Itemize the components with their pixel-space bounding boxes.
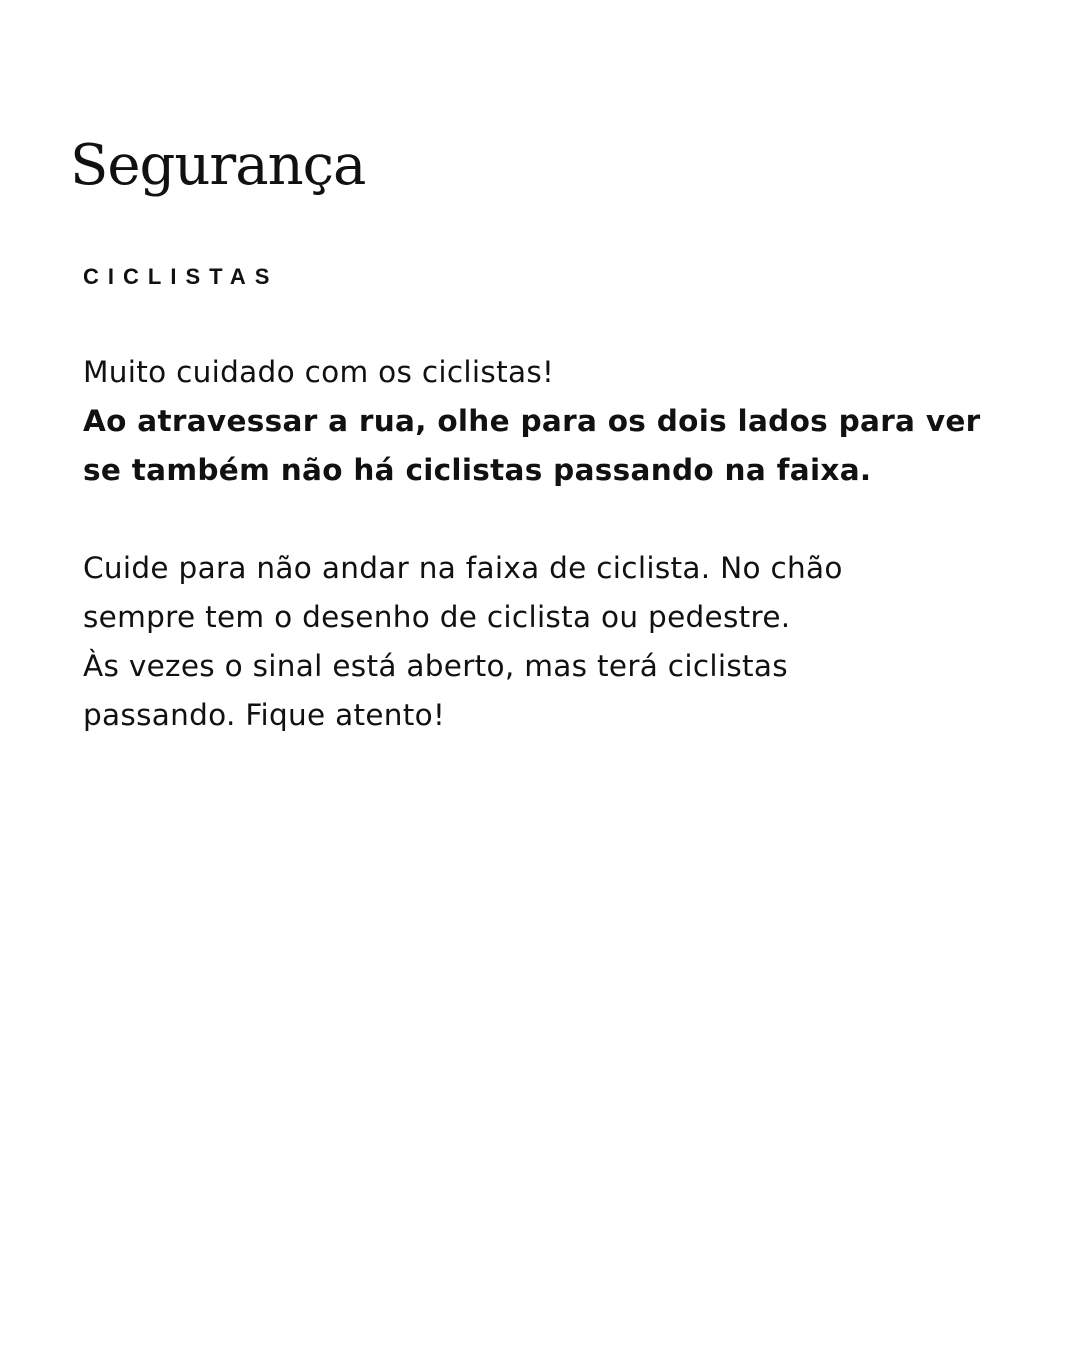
advice-line-3: Às vezes o sinal está aberto, mas terá ciclistas xyxy=(83,649,788,683)
advice-line-2: sempre tem o desenho de ciclista ou pedestre. xyxy=(83,600,791,634)
section-label: CICLISTAS xyxy=(83,264,279,289)
paragraph-gap xyxy=(83,495,1023,544)
warning-line-1: Ao atravessar a rua, olhe para os dois lados para ver xyxy=(83,404,981,438)
page-title: Segurança xyxy=(70,133,366,198)
warning-line-2: se também não há ciclistas passando na faixa. xyxy=(83,453,872,487)
intro-line: Muito cuidado com os ciclistas! xyxy=(83,355,555,389)
advice-line-1: Cuide para não andar na faixa de ciclista. No chão xyxy=(83,551,843,585)
advice-line-4: passando. Fique atento! xyxy=(83,698,446,732)
body-text xyxy=(83,348,1023,740)
